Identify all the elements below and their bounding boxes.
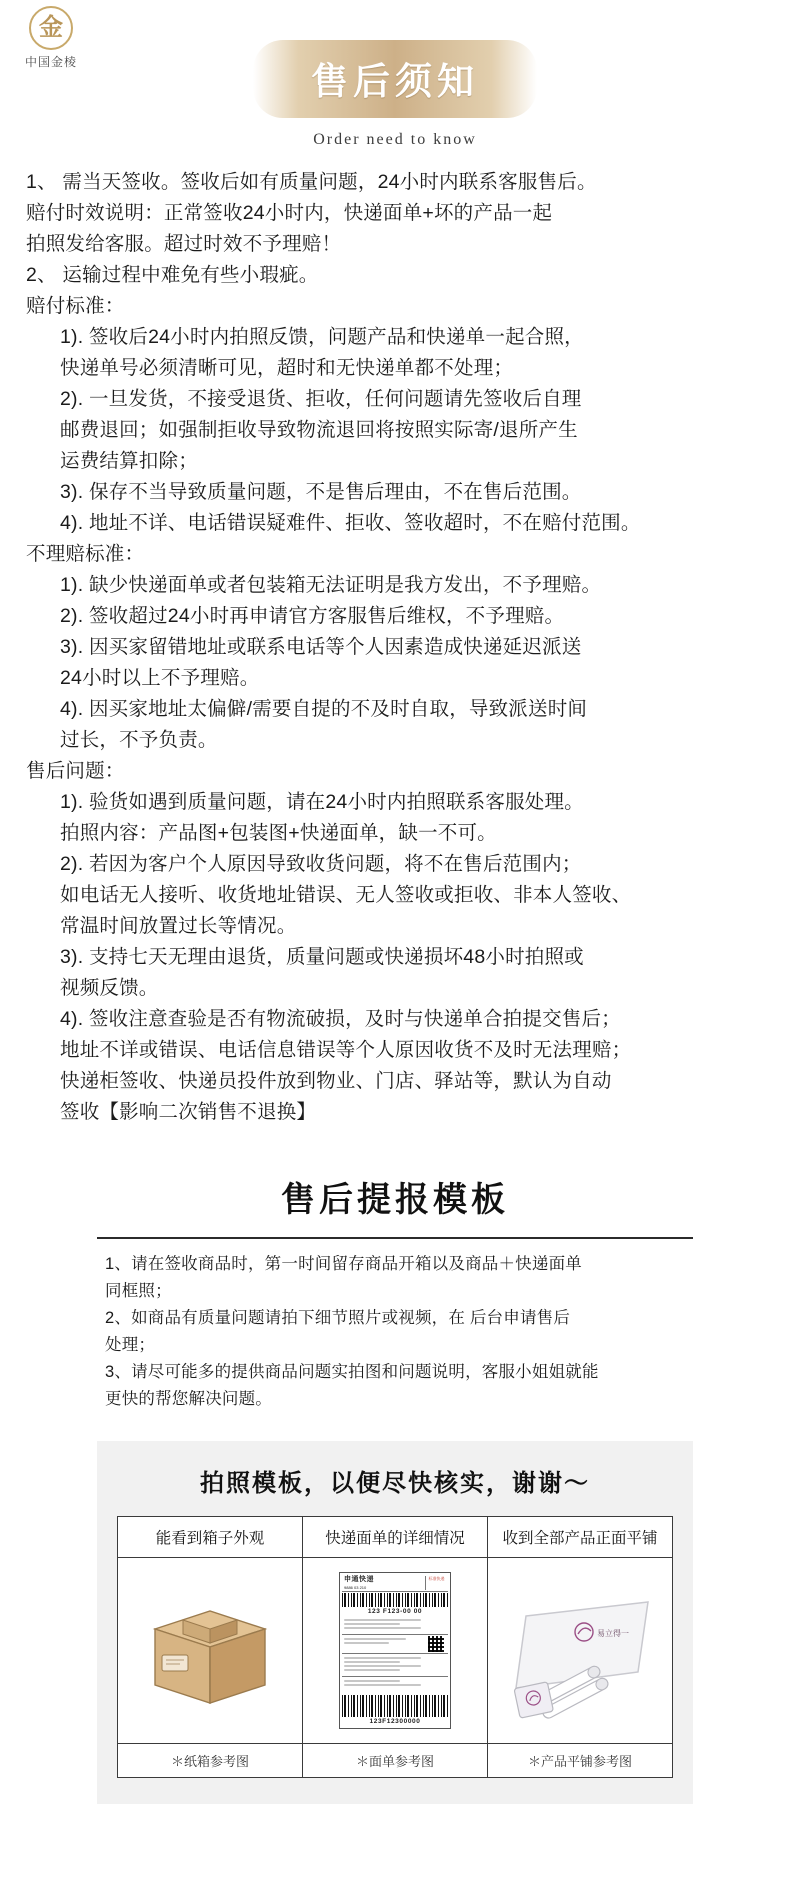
terms-line: 4). 地址不详、电话错误疑难件、拒收、签收超时，不在赔付范围。 <box>60 512 641 534</box>
logo-mark-icon <box>29 6 73 50</box>
cell-flatlay-image <box>488 1558 673 1744</box>
terms-line: 2、 运输过程中难免有些小瑕疵。 <box>26 264 319 286</box>
page-header <box>0 0 790 149</box>
terms-line: 快递单号必须清晰可见，超时和无快递单都不处理； <box>60 357 514 379</box>
brand-logo <box>8 6 94 70</box>
terms-line: 2). 若因为客户个人原因导致收货问题，将不在售后范围内； <box>60 853 582 875</box>
template-section-title: 售后提报模板 <box>281 1182 509 1219</box>
section-divider <box>97 1237 693 1239</box>
terms-line: 4). 签收注意查验是否有物流破损，及时与快递单合拍提交售后； <box>60 1008 621 1030</box>
column-header-products: 收到全部产品正面平铺 <box>488 1517 673 1558</box>
label-qr-icon <box>428 1636 444 1652</box>
terms-line: 2). 签收超过24小时再申请官方客服售后维权，不予理赔。 <box>60 605 565 627</box>
terms-line: 3). 保存不当导致质量问题，不是售后理由，不在售后范围。 <box>60 481 582 503</box>
terms-line: 1、 需当天签收。签收后如有质量问题，24小时内联系客服售后。 <box>26 171 597 193</box>
product-flatlay-icon <box>494 1564 666 1737</box>
photo-template-title: 拍照模板，以便尽快核实，谢谢～ <box>200 1471 590 1497</box>
photo-template-card <box>97 1441 693 1804</box>
terms-line: 3). 因买家留错地址或联系电话等个人因素造成快递延迟派送 <box>60 636 582 658</box>
terms-line: 24小时以上不予理赔。 <box>60 667 260 689</box>
terms-line: 4). 因买家地址太偏僻/需要自提的不及时自取，导致派送时间 <box>60 698 588 720</box>
table-caption-row <box>118 1744 673 1778</box>
label-tracking-number: 123 F123-00 00 <box>367 1607 423 1615</box>
cell-carton-image <box>118 1558 303 1744</box>
caption-carton: ＊纸箱参考图 <box>118 1744 303 1778</box>
terms-line: 如电话无人接听、收货地址错误、无人签收或拒收、非本人签收、 <box>60 884 632 906</box>
terms-line: 邮费退回；如强制拒收导致物流退回将按照实际寄/退所产生 <box>60 419 578 441</box>
template-note-line: 3、请尽可能多的提供商品问题实拍图和问题说明，客服小姐姐就能 <box>105 1363 599 1381</box>
cell-waybill-image <box>303 1558 488 1744</box>
template-note-line: 同框照； <box>105 1282 172 1300</box>
column-header-label: 快递面单的详细情况 <box>303 1517 488 1558</box>
terms-line: 不理赔标准： <box>26 543 145 565</box>
caption-waybill: ＊面单参考图 <box>303 1744 488 1778</box>
photo-template-table <box>117 1516 673 1778</box>
caption-flatlay: ＊产品平铺参考图 <box>488 1744 673 1778</box>
label-carrier: 申通快递 <box>344 1576 374 1583</box>
terms-body <box>0 149 790 1128</box>
template-note-line: 更快的帮您解决问题。 <box>105 1390 272 1408</box>
page-title: 售后须知 <box>311 62 479 103</box>
terms-line: 赔付时效说明：正常签收24小时内，快递面单+坏的产品一起 <box>26 202 553 224</box>
logo-glyph: 金 <box>39 15 63 41</box>
shipping-label <box>339 1572 451 1729</box>
terms-line: 拍照内容：产品图+包装图+快递面单，缺一不可。 <box>60 822 497 844</box>
label-service: 标准快递 <box>428 1576 445 1581</box>
label-bottom-code: 123F12300000 <box>369 1717 421 1725</box>
terms-line: 地址不详或错误、电话信息错误等个人原因收货不及时无法理赔； <box>60 1039 632 1061</box>
page-subtitle: Order need to know <box>313 131 477 148</box>
template-note-line: 2、如商品有质量问题请拍下细节照片或视频，在 后台申请售后 <box>105 1309 571 1327</box>
column-header-box: 能看到箱子外观 <box>118 1517 303 1558</box>
template-notes <box>97 1251 693 1413</box>
label-barcode-icon <box>342 1593 448 1607</box>
flatlay-brand-text: 易立得一 <box>596 1628 629 1638</box>
terms-line: 拍照发给客服。超过时效不予理赔！ <box>26 233 342 255</box>
terms-line: 1). 缺少快递面单或者包装箱无法证明是我方发出，不予理赔。 <box>60 574 602 596</box>
title-banner <box>253 40 537 118</box>
terms-line: 1). 签收后24小时内拍照反馈，问题产品和快递单一起合照， <box>60 326 584 348</box>
terms-line: 运费结算扣除； <box>60 450 198 472</box>
terms-line: 常温时间放置过长等情况。 <box>60 915 297 937</box>
label-barcode-bottom-icon <box>342 1695 448 1717</box>
table-header-row <box>118 1517 673 1558</box>
terms-line: 快递柜签收、快递员投件放到物业、门店、驿站等，默认为自动 <box>60 1070 612 1092</box>
terms-line: 2). 一旦发货，不接受退货、拒收，任何问题请先签收后自理 <box>60 388 582 410</box>
terms-line: 赔付标准： <box>26 295 125 317</box>
terms-line: 售后问题： <box>26 760 125 782</box>
terms-line: 过长，不予负责。 <box>60 729 218 751</box>
shipping-label-icon <box>309 1564 481 1737</box>
template-note-line: 处理； <box>105 1336 156 1354</box>
logo-brand-name: 中国金棱 <box>24 55 77 69</box>
terms-line: 视频反馈。 <box>60 977 159 999</box>
terms-line: 签收【影响二次销售不退换】 <box>60 1101 317 1123</box>
table-image-row <box>118 1558 673 1744</box>
template-note-line: 1、请在签收商品时，第一时间留存商品开箱以及商品＋快递面单 <box>105 1255 582 1273</box>
label-code: 9886 03 210 <box>344 1584 367 1590</box>
terms-line: 3). 支持七天无理由退货，质量问题或快递损坏48小时拍照或 <box>60 946 584 968</box>
carton-box-icon <box>124 1564 296 1737</box>
terms-line: 1). 验货如遇到质量问题，请在24小时内拍照联系客服处理。 <box>60 791 584 813</box>
